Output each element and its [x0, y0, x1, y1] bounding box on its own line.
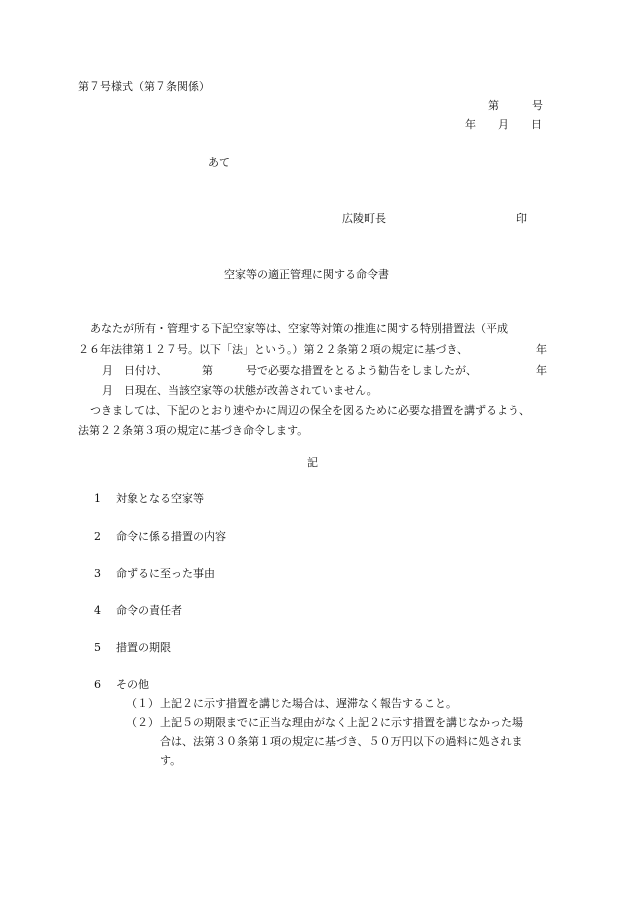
item-6-num: 6	[94, 678, 101, 691]
item-6-label: その他	[116, 678, 149, 691]
sub-item-1-text: 上記２に示す措置を講じた場合は、遅滞なく報告すること。	[160, 697, 457, 710]
body-line-3-text: 号で必要な措置をとるよう勧告をしましたが、	[246, 364, 477, 377]
issuer-name: 広陵町長	[342, 212, 386, 225]
item-5-num: 5	[94, 641, 101, 654]
body-line-2-text: ２６年法律第１２７号。以下「法」という。）第２２条第２項の規定に基づき、	[78, 343, 469, 356]
item-4-label: 命令の責任者	[116, 604, 182, 617]
ki-heading: 記	[307, 456, 318, 469]
item-4-num: 4	[94, 604, 101, 617]
item-5-label: 措置の期限	[116, 641, 171, 654]
body-line-6: 法第２２条第３項の規定に基づき命令します。	[78, 424, 309, 437]
item-1-label: 対象となる空家等	[116, 492, 204, 505]
sub-item-1-num: （１）	[126, 697, 159, 710]
body-line-4-month: 月	[102, 384, 113, 397]
sub-item-2-text-3: す。	[160, 754, 182, 767]
seal-mark: 印	[516, 212, 527, 225]
body-line-3-day: 日付け、	[124, 364, 168, 377]
body-line-4-text: 日現在、当該空家等の状態が改善されていません。	[124, 384, 378, 397]
document-date: 年 月 日	[465, 118, 542, 131]
body-line-1: あなたが所有・管理する下記空家等は、空家等対策の推進に関する特別措置法（平成	[90, 322, 508, 335]
form-label: 第７号様式（第７条関係）	[78, 80, 210, 93]
item-3-num: 3	[94, 567, 101, 580]
item-1-num: 1	[94, 492, 101, 505]
item-2-num: 2	[94, 530, 101, 543]
item-3-label: 命ずるに至った事由	[116, 567, 215, 580]
body-line-3-year: 年	[536, 364, 547, 377]
item-2-label: 命令に係る措置の内容	[116, 530, 226, 543]
body-line-2-year: 年	[536, 343, 547, 356]
body-line-3-no: 第	[202, 364, 213, 377]
sub-item-2-text-2: 合は、法第３０条第１項の規定に基づき、５０万円以下の過料に処されま	[160, 735, 523, 748]
document-title: 空家等の適正管理に関する命令書	[224, 268, 389, 281]
document-number: 第 号	[488, 99, 543, 112]
sub-item-2-num: （２）	[126, 716, 159, 729]
body-line-3-month: 月	[102, 364, 113, 377]
body-line-2	[78, 343, 554, 357]
body-line-5: つきましては、下記のとおり速やかに周辺の保全を図るために必要な措置を講ずるよう、	[90, 404, 530, 417]
sub-item-2-text-1: 上記５の期限までに正当な理由がなく上記２に示す措置を講じなかった場	[160, 716, 523, 729]
addressee: あて	[208, 156, 230, 169]
